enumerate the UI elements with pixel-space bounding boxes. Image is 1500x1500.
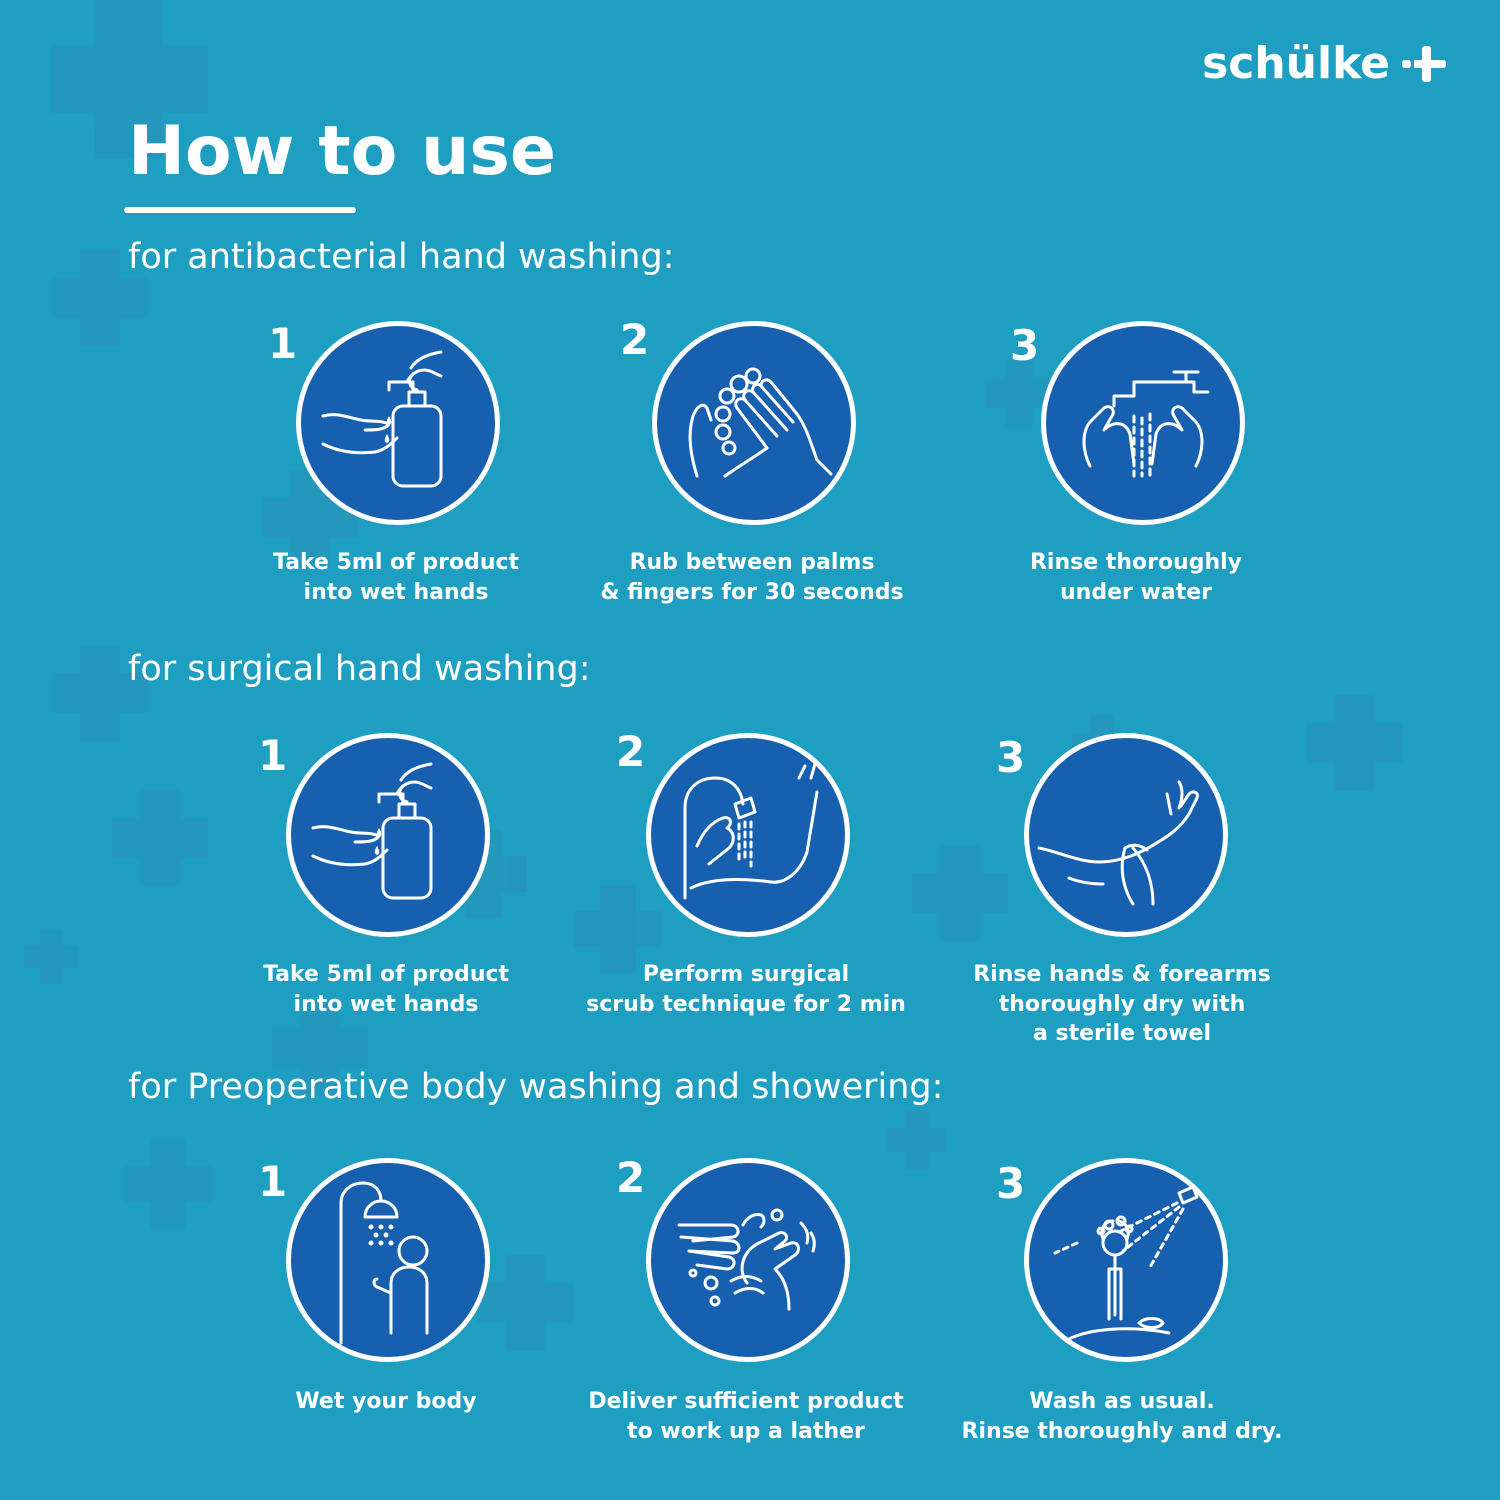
shower-person-icon	[291, 1163, 485, 1357]
soap-dispenser-hands-icon	[291, 738, 485, 932]
step-number: 3	[996, 1159, 1026, 1208]
cross-decoration	[124, 1140, 212, 1228]
rubbing-hands-lather-icon	[657, 326, 851, 520]
cross-decoration	[477, 1255, 573, 1351]
step-circle	[1024, 733, 1228, 937]
step-caption: Wash as usual. Rinse thoroughly and dry.	[961, 1389, 1283, 1444]
step-circle	[646, 733, 850, 937]
step-circle	[1041, 321, 1245, 525]
tap-rinse-hands-icon	[1046, 326, 1240, 520]
step-circle	[646, 1158, 850, 1362]
sterile-towel-dry-icon	[1029, 738, 1223, 932]
step-number: 2	[616, 1153, 646, 1202]
step-number: 2	[620, 315, 650, 364]
cross-decoration	[912, 845, 1008, 941]
step-circle	[286, 733, 490, 937]
step-caption: Rub between palms & fingers for 30 seconds	[600, 550, 904, 605]
step-number: 1	[258, 1157, 288, 1206]
step-caption: Take 5ml of product into wet hands	[262, 962, 510, 1017]
logo-text: schülke	[1202, 38, 1390, 89]
plus-icon	[1400, 40, 1448, 88]
cross-decoration	[112, 790, 208, 886]
step-caption: Take 5ml of product into wet hands	[272, 550, 520, 605]
soap-dispenser-hands-icon	[301, 326, 495, 520]
step-number: 1	[258, 731, 288, 780]
lather-hands-icon	[651, 1163, 845, 1357]
step-caption: Rinse hands & forearms thoroughly dry with a sterile towel	[973, 962, 1271, 1046]
step-number: 3	[996, 733, 1026, 782]
step-caption: Perform surgical scrub technique for 2 min	[586, 962, 906, 1017]
step-caption: Wet your body	[295, 1389, 477, 1414]
step-circle	[1024, 1158, 1228, 1362]
step-number: 2	[616, 727, 646, 776]
cross-decoration	[1307, 695, 1403, 791]
section-heading-antibacterial: for antibacterial hand washing:	[128, 237, 675, 277]
title-underline	[124, 207, 356, 213]
step-number: 1	[268, 319, 298, 368]
step-caption: Deliver sufficient product to work up a lather	[588, 1389, 904, 1444]
section-heading-preoperative: for Preoperative body washing and showering:	[128, 1067, 944, 1107]
step-circle	[652, 321, 856, 525]
shower-wash-person-icon	[1029, 1163, 1223, 1357]
surgical-scrub-icon	[651, 738, 845, 932]
step-number: 3	[1010, 321, 1040, 370]
step-circle	[286, 1158, 490, 1362]
step-caption: Rinse thoroughly under water	[1029, 550, 1243, 605]
section-heading-surgical: for surgical hand washing:	[128, 649, 591, 689]
cross-decoration	[24, 930, 78, 984]
step-circle	[296, 321, 500, 525]
schulke-logo	[1202, 38, 1448, 89]
cross-decoration	[887, 1110, 947, 1170]
page-title: How to use	[128, 112, 557, 191]
